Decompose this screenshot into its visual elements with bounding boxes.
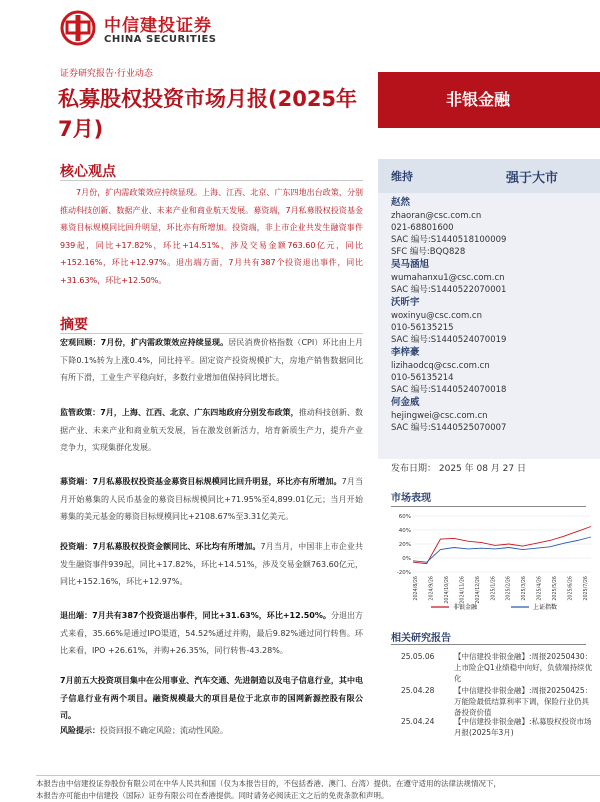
analyst-name: 赵然 — [391, 197, 411, 208]
analyst-email[interactable]: woxinyu@csc.com.cn — [391, 311, 482, 321]
analyst-name: 李梓豪 — [391, 347, 420, 358]
publish-date: 发布日期： 2025 年 08 月 27 日 — [391, 464, 526, 474]
summary-paragraph — [60, 473, 363, 526]
disclaimer-line: 本报告亦可能由中信建投（国际）证券有限公司在香港提供。同时请务必阅读正文之后的免责条款和声明。 — [36, 791, 389, 800]
x-tick-label: 2024/11/26 — [460, 576, 466, 604]
paragraph-body: 7月当月，中国非上市企业共发生融资事件939起，同比+17.82%，环比+14.51%，涉及交易金额763.60亿元，同比+152.16%，环比+12.97%。 — [60, 542, 363, 586]
related-item[interactable] — [391, 716, 596, 740]
disclaimer — [36, 778, 600, 802]
related-title: 相关研究报告 — [391, 633, 451, 644]
paragraph-body: 分退出方式来看，35.66%是通过IPO渠道，54.52%通过并购，最后9.82%通过同行转售。环比来看，IPO +26.61%，并购+26.35%，同行转售-43.28%。 — [60, 611, 364, 655]
paragraph-body: 居民消费价格指数（CPI）环比由上月下降0.1%转为上涨0.4%，同比持平。固定资产投资规模扩大，房地产销售数据同比有所下滑，工业生产平稳向好，多数行业增加值保持同比增长。 — [60, 338, 363, 382]
paragraph-heading: 募资端：7月私募股权投资基金募资目标规模同比回升明显，环比亦有所增加。 — [60, 477, 342, 486]
related-item[interactable] — [391, 685, 596, 719]
divider — [36, 775, 600, 776]
y-tick-label: 20% — [398, 542, 411, 548]
x-tick-label: 2024/8/26 — [414, 576, 419, 601]
x-tick-label: 2025/7/26 — [584, 576, 589, 601]
sector-label: 非银金融 — [445, 90, 510, 109]
performance-title: 市场表现 — [391, 493, 431, 504]
x-tick-label: 2025/1/26 — [491, 576, 497, 601]
disclaimer-line: 本报告由中信建投证券股份有限公司在中华人民共和国（仅为本报告目的，不包括香港、澳门、台湾）提供。在遵守适用的法律法规情况下， — [36, 779, 501, 788]
analyst-email[interactable]: hejingwei@csc.com.cn — [391, 411, 488, 421]
related-text[interactable]: 【中信建投非银金融】:周报20250430：上市险企Q1业绩稳中向好，负债端持续优化 — [454, 652, 593, 683]
analyst-email[interactable]: wumahanxu1@csc.com.cn — [391, 273, 505, 283]
brand-name-en: CHINA SECURITIES — [104, 34, 217, 45]
related-text[interactable]: 【中信建投非银金融】:周报20250425：万能险最低结算利率下调，保险行业仍具备投资价值 — [454, 686, 593, 717]
sector-banner — [378, 72, 600, 128]
core-body: 7月份，扩内需政策效应持续显现。上海、江西、北京、广东四地出台政策，分别推动科技创新、数据产业、未来产业和商业航天发展。募资端，7月私募股权投资基金募资目标规模同比回升明显，环比亦有所增加。投资端，非上市企业共发生融资事件939起，同比+17.82%，环比+14.51%，涉及交易金额763.60亿元，同比+152.16%，环比+12.97%。退出端方面，7月共有387个投资退出事件，同比+31.63%，环比+12.50%。 — [60, 188, 363, 285]
divider — [391, 506, 586, 507]
y-tick-label: 40% — [398, 528, 411, 534]
y-tick-label: 60% — [398, 514, 411, 520]
analyst-info: SAC 编号:S1440524070018 — [391, 385, 507, 395]
related-date: 25.05.06 — [401, 652, 435, 661]
rating-value: 强于大市 — [506, 171, 559, 186]
analyst-info: 010-56135214 — [391, 373, 454, 383]
paragraph-heading: 7月前五大投资项目集中在公用事业、汽车交通、先进制造以及电子信息行业，其中电子信息行业有两个项目。融资规模最大的项目是位于北京市的国网新源控股有限公司。 — [60, 676, 363, 720]
paragraph-heading: 宏观回顾：7月份，扩内需政策效应持续显现。 — [60, 338, 229, 347]
chart-legend — [391, 601, 596, 613]
paragraph-body: 7月当月开始募集的人民币基金的募资目标规模同比+71.95%至4,899.01亿元；当月开始募集的美元基金的募资目标规模同比+2108.67%至3.31亿美元。 — [60, 477, 363, 521]
paragraph-body: 推动科技创新、数据产业、未来产业和商业航天发展，旨在激发创新活力，培育新质生产力，提升产业竞争力，实现集群化发展。 — [60, 408, 363, 452]
analyst-info: SAC 编号:S1440518100009 — [391, 235, 507, 245]
paragraph-heading: 风险提示： — [60, 726, 100, 735]
divider — [391, 644, 586, 645]
summary-title: 摘要 — [60, 317, 88, 333]
analyst-info: 010-56135215 — [391, 323, 454, 333]
summary-paragraph — [60, 722, 363, 740]
related-text[interactable]: 【中信建投非银金融】:私募股权投资市场月报(2025年3月) — [454, 717, 592, 737]
y-tick-label: 0% — [402, 556, 411, 562]
x-tick-label: 2025/6/26 — [568, 576, 574, 601]
paragraph-heading: 投资端：7月私募股权投资金额同比、环比均有所增加。 — [60, 542, 261, 551]
brand-name-cn: 中信建投证券 — [104, 16, 212, 36]
analyst-info: SFC 编号:BQQ828 — [391, 247, 466, 257]
divider — [60, 180, 363, 181]
summary-paragraph — [60, 607, 363, 660]
related-item[interactable] — [391, 651, 596, 685]
x-tick-label: 2025/2/26 — [506, 576, 512, 601]
paragraph-body: 投资回报不确定风险；流动性风险。 — [100, 726, 228, 735]
analyst-info: SAC 编号:S1440522070001 — [391, 285, 507, 295]
x-tick-label: 2025/5/26 — [553, 576, 559, 601]
related-date: 25.04.24 — [401, 717, 435, 726]
analyst-name: 何金威 — [391, 397, 420, 408]
summary-paragraph — [60, 404, 363, 457]
x-tick-label: 2025/4/26 — [537, 576, 543, 601]
core-title: 核心观点 — [60, 164, 116, 180]
analyst-email[interactable]: lizihaodcq@csc.com.cn — [391, 361, 490, 371]
analyst-info: 021-68801600 — [391, 223, 454, 233]
paragraph-heading: 监管政策：7月，上海、江西、北京、广东四地政府分别发布政策， — [60, 408, 299, 417]
analyst-list — [391, 196, 591, 434]
summary-paragraph — [60, 672, 363, 725]
analyst-info: SAC 编号:S1440525070007 — [391, 423, 507, 433]
x-tick-label: 2024/9/26 — [429, 576, 435, 601]
x-tick-label: 2024/10/26 — [444, 576, 450, 604]
doc-type: 证券研究报告·行业动态 — [60, 69, 153, 79]
rating-label: 维持 — [391, 170, 413, 183]
analyst-name: 沃昕宇 — [391, 297, 420, 308]
summary-paragraph — [60, 334, 363, 387]
x-tick-label: 2025/3/26 — [522, 576, 528, 601]
paragraph-heading: 退出端：7月共有387个投资退出事件，同比+31.63%，环比+12.50%。 — [60, 611, 331, 620]
analyst-email[interactable]: zhaoran@csc.com.cn — [391, 211, 482, 221]
analyst-info: SAC 编号:S1440524070019 — [391, 335, 507, 345]
x-tick-label: 2024/12/26 — [475, 576, 481, 604]
legend-label-1: 非银金融 — [453, 604, 478, 611]
y-tick-label: -20% — [396, 570, 411, 576]
related-date: 25.04.28 — [401, 686, 435, 695]
summary-paragraph — [60, 538, 363, 591]
brand-logo — [60, 8, 220, 52]
analyst-name: 吴马涵旭 — [391, 259, 430, 270]
page-title: 私募股权投资市场月报(2025年7月) — [58, 87, 358, 141]
legend-label-2: 上证指数 — [533, 604, 558, 611]
logo-icon — [60, 10, 96, 46]
